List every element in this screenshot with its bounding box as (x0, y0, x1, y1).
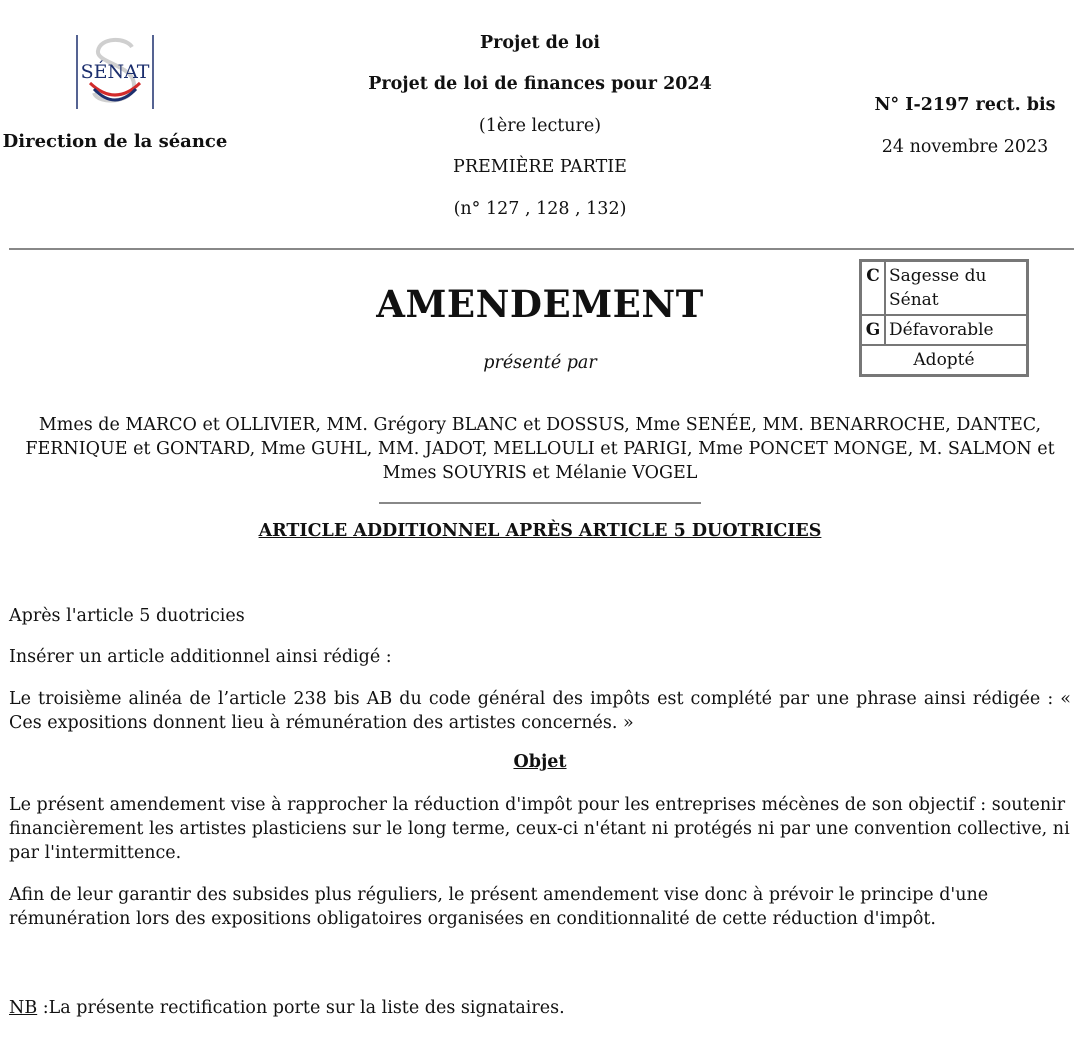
status-code-government: G (861, 315, 885, 345)
objet-heading: Objet (513, 752, 567, 772)
presented-by: présenté par (483, 353, 597, 373)
document-numbers: (n° 127 , 128 , 132) (453, 199, 627, 219)
header-divider (9, 248, 1074, 250)
amendment-title: AMENDEMENT (376, 282, 704, 326)
status-opinion-government: Défavorable (885, 315, 1027, 345)
part-label: PREMIÈRE PARTIE (453, 157, 627, 177)
status-code-commission: C (861, 261, 885, 315)
status-opinion-commission: Sagesse du Sénat (885, 261, 1027, 315)
doc-type: Projet de loi (479, 33, 601, 53)
body-paragraph-after-article: Après l'article 5 duotricies (9, 606, 245, 626)
reading-label: (1ère lecture) (478, 116, 602, 136)
logo-wordmark: SÉNAT (80, 61, 150, 83)
authors-divider (379, 502, 701, 504)
authors-list: Mmes de MARCO et OLLIVIER, MM. Grégory BLANC et DOSSUS, Mme SENÉE, MM. BENARROCHE, DANTEC, FERNIQUE et GONTARD, Mme GUHL, MM. JADOT, MELLOULI et PARIGI, Mme PONCET MONGE, M. SALMON et Mmes SOUYRIS et Mélanie VOGEL (25, 415, 1055, 483)
nb-text: :La présente rectification porte sur la liste des signataires. (37, 998, 565, 1018)
nb-note (9, 996, 1071, 1020)
senat-logo-graphic (76, 33, 154, 111)
article-heading: ARTICLE ADDITIONNEL APRÈS ARTICLE 5 DUOTRICIES (258, 521, 822, 541)
body-paragraph-insert: Insérer un article additionnel ainsi rédigé : (9, 647, 392, 667)
nb-label: NB (9, 998, 38, 1018)
status-result: Adopté (861, 345, 1027, 375)
direction-label: Direction de la séance (2, 131, 228, 152)
amendment-date: 24 novembre 2023 (881, 137, 1049, 157)
senat-logo (76, 33, 154, 111)
objet-paragraph-1: Le présent amendement vise à rapprocher la réduction d'impôt pour les entreprises mécènes de son objectif : soutenir financièrement les artistes plasticiens sur le long terme, ceux-ci n'étant ni protégés ni par une convention collective, ni par l'intermittence. (9, 795, 1070, 863)
objet-paragraph-2: Afin de leur garantir des subsides plus réguliers, le présent amendement vise donc à prévoir le principe d'une rémunération lors des expositions obligatoires organisées en conditionnalité de cette réduction d'impôt. (9, 885, 989, 929)
bill-title: Projet de loi de finances pour 2024 (368, 74, 712, 94)
body-paragraph-text: Le troisième alinéa de l’article 238 bis AB du code général des impôts est complété par une phrase ainsi rédigée : « Ces expositions donnent lieu à rémunération des artistes concernés. » (9, 689, 1071, 733)
amendment-number: N° I-2197 rect. bis (874, 95, 1056, 115)
